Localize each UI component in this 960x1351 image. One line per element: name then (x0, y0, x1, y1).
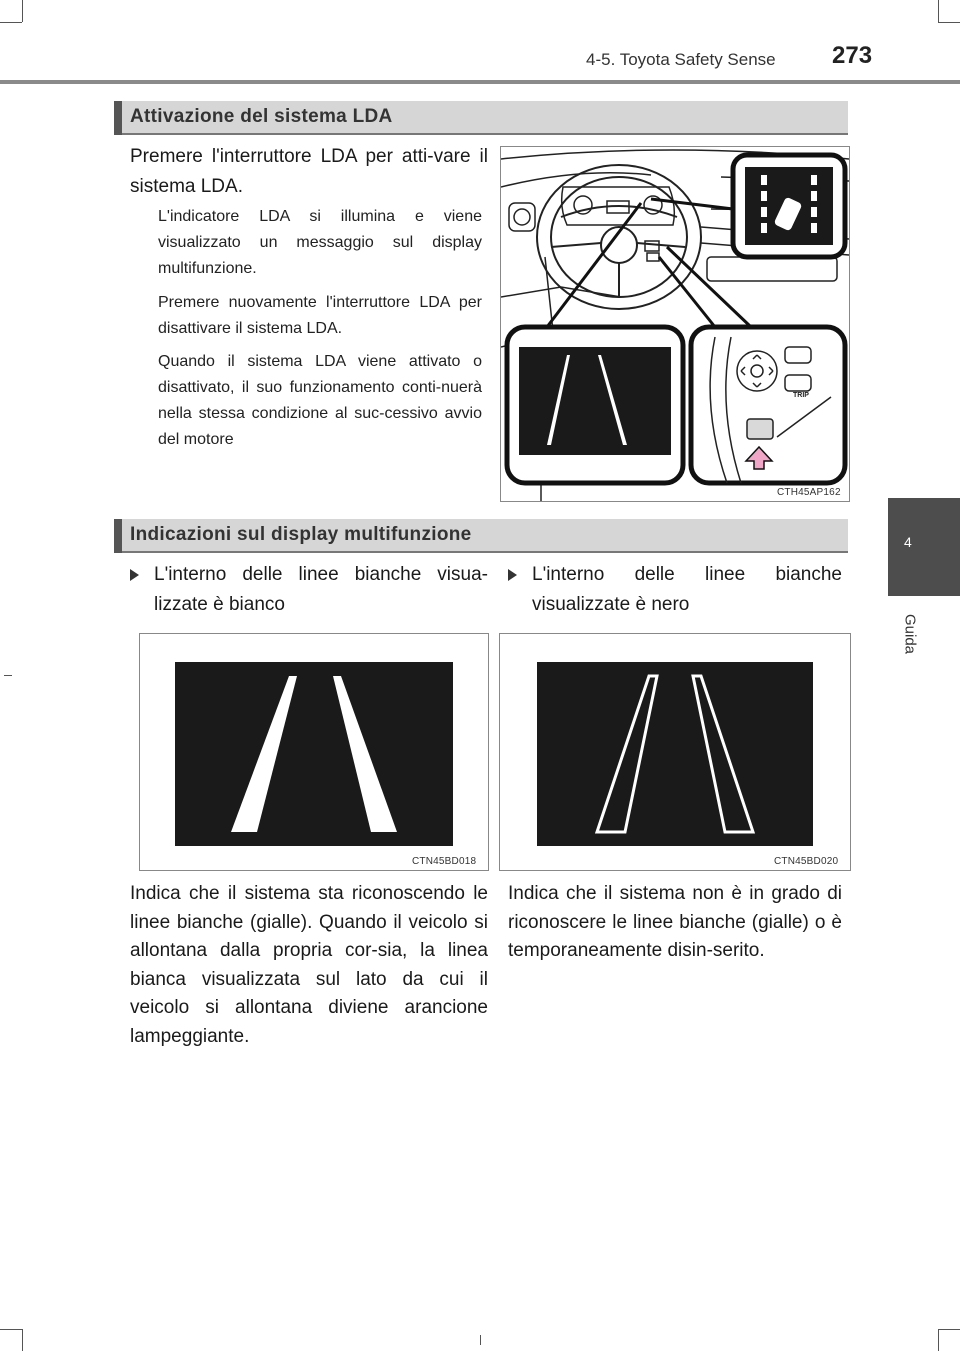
section-label: 4-5. Toyota Safety Sense (586, 50, 776, 69)
section-heading-mark (114, 519, 122, 553)
figure-code: CTH45AP162 (777, 487, 841, 498)
figure-code: CTN45BD020 (774, 856, 839, 867)
list-item (130, 560, 488, 620)
note-text: Premere nuovamente l'interruttore LDA per disattivare il sistema LDA. (158, 294, 482, 337)
multi-display-screen (175, 662, 453, 846)
section-heading-multi-display (114, 519, 848, 553)
note-text: Quando il sistema LDA viene attivato o disattivato, il suo funzionamento conti-nuerà nella stessa condizione al suc-cessivo avvio del motore (158, 353, 482, 448)
outlined-lane-lines (537, 662, 813, 846)
crop-mark (0, 1329, 22, 1330)
crop-mark (22, 1329, 23, 1351)
chapter-tab (888, 498, 960, 596)
figure-dashboard-lda (500, 146, 850, 502)
chapter-number: 4 (904, 534, 912, 550)
trip-button-label: TRIP (793, 392, 809, 399)
section-heading-lda-activation (114, 101, 848, 135)
dashboard-illustration (501, 147, 849, 501)
page-number: 273 (832, 42, 873, 69)
crop-mark (938, 1329, 939, 1351)
chapter-label (896, 606, 924, 662)
crop-mark (480, 1335, 481, 1345)
triangle-bullet-icon (130, 569, 139, 581)
section-heading-title: Attivazione del sistema LDA (130, 106, 393, 127)
list-item-heading: L'interno delle linee bianche visualizzate è nero (532, 564, 842, 615)
list-item (508, 560, 842, 620)
description-text: Indica che il sistema non è in grado di riconoscere le linee bianche (gialle) o è temporaneamente disin-serito. (508, 883, 842, 961)
chapter-label-text: Guida (901, 613, 919, 655)
page-header (0, 0, 960, 84)
white-lane-lines (175, 662, 453, 846)
crop-mark (4, 675, 12, 676)
section-heading-mark (114, 101, 122, 135)
note-text: L'indicatore LDA si illumina e viene visualizzato un messaggio sul display multifunzione. (158, 208, 482, 277)
instruction-text: Premere l'interruttore LDA per atti-vare il sistema LDA. (130, 146, 488, 197)
section-heading-title: Indicazioni sul display multifunzione (130, 524, 472, 545)
triangle-bullet-icon (508, 569, 517, 581)
figure-lines-white-inside (139, 633, 489, 871)
multi-display-screen (537, 662, 813, 846)
description-text: Indica che il sistema sta riconoscendo le linee bianche (gialle). Quando il veicolo si allontana dalla propria cor-sia, la linea bianca visualizzata sul lato da cui il veicolo si allontana diviene arancione lampeggiante. (130, 883, 488, 1047)
figure-code: CTN45BD018 (412, 856, 477, 867)
crop-mark (938, 1329, 960, 1330)
header-rule (0, 80, 960, 84)
figure-lines-black-inside (499, 633, 851, 871)
list-item-heading: L'interno delle linee bianche visua-lizzate è bianco (154, 564, 488, 615)
